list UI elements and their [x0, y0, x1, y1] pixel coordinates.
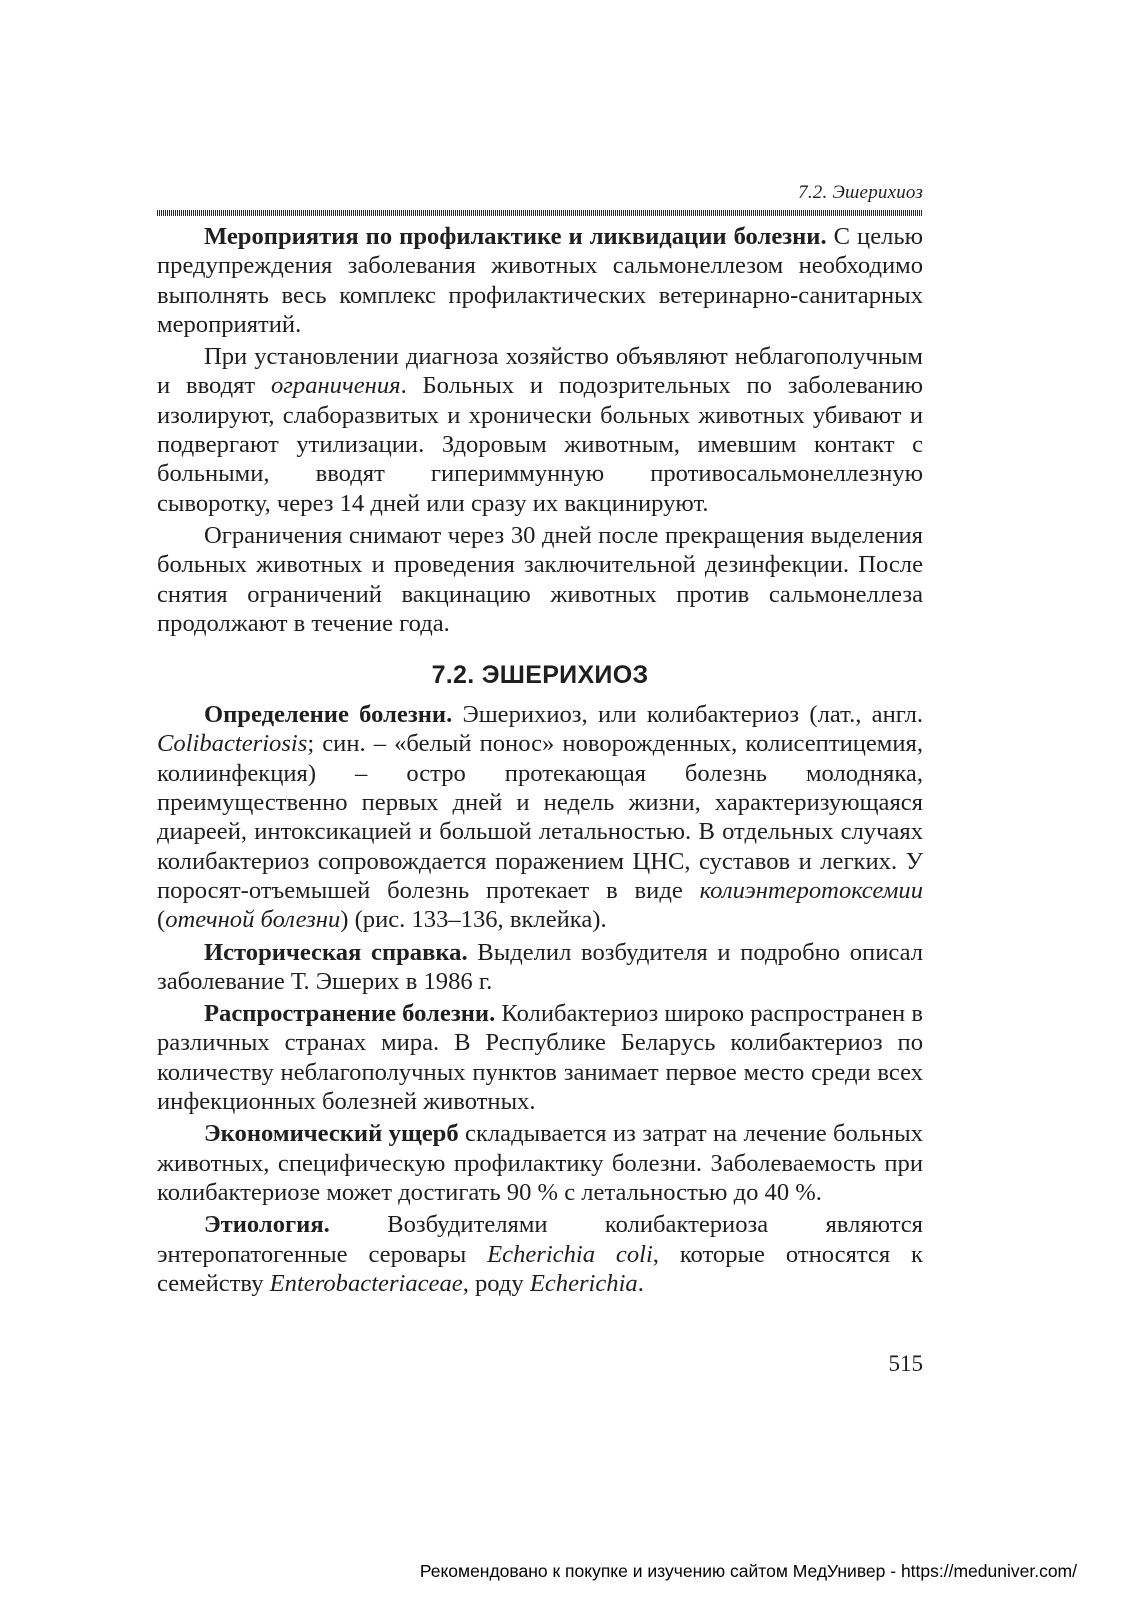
paragraph-text: ) (рис. 133–136, вклейка).: [340, 906, 607, 934]
paragraph-text: , которые относятся к семейству: [157, 1240, 923, 1297]
paragraph-lead: Экономический ущерб: [204, 1120, 459, 1148]
paragraph-italic: колиэнтеротоксемии: [699, 876, 923, 904]
paragraph-etiology: [157, 1210, 923, 1298]
paragraph-text: складывается из затрат на лечение больных животных, специфическую профилактику болезни. Заболеваемость при колибактериозе может достигать 90 % с летальностью до 40 %.: [157, 1120, 923, 1206]
page-number: 515: [888, 1351, 923, 1376]
page-body: [157, 180, 923, 1301]
paragraph-lead: Историческая справка.: [204, 938, 468, 966]
section-title: 7.2. ЭШЕРИХИОЗ: [431, 661, 649, 690]
paragraph-lifting-restrictions: [157, 521, 923, 638]
paragraph-text: ; син. – «белый понос» новорожденных, колисептицемия, колиинфекция) – остро протекающая болезнь молодняка, преимущественно первых дней и недель жизни, характеризующаяся диареей, интоксикацией и большой летальностью. В отдельных случаях колибактериоз сопровождается поражением ЦНС, суставов и легких. У поросят-отъемышей болезнь протекает в виде: [157, 730, 923, 904]
paragraph-text: (: [157, 906, 166, 934]
paragraph-economic-damage: [157, 1119, 923, 1207]
paragraph-lead: Распространение болезни.: [204, 1000, 496, 1028]
paragraph-italic: Enterobacteriaceae: [269, 1269, 463, 1297]
paragraph-italic: Colibacteriosis: [157, 730, 308, 758]
paragraph-text: При установлении диагноза хозяйство объявляют неблагополучным и вводят: [157, 343, 923, 400]
paragraph-history: [157, 938, 923, 997]
paragraph-restrictions: [157, 342, 923, 518]
footer-recommendation: Рекомендовано к покупке и изучению сайтом МедУнивер - https://meduniver.com/: [419, 1561, 1077, 1581]
paragraph-lead: Определение болезни.: [204, 701, 453, 729]
paragraph-text: Колибактериоз широко распространен в различных странах мира. В Республике Беларусь колибактериоз по количеству неблагополучных пунктов занимает первое место среди всех инфекционных болезней животных.: [157, 1000, 923, 1116]
paragraph-text: Выделил возбудителя и подробно описал заболевание Т. Эшерих в 1986 г.: [157, 938, 923, 995]
paragraph-text: С целью предупреждения заболевания животных сальмонеллезом необходимо выполнять весь комплекс профилактических ветеринарно-санитарных мероприятий.: [157, 223, 923, 338]
paragraph-text: Возбудителями колибактериоза являются энтеропатогенные серовары: [157, 1211, 923, 1268]
paragraph-lead: Этиология.: [204, 1211, 330, 1239]
paragraph-definition: [157, 700, 923, 934]
paragraph-spread: [157, 999, 923, 1116]
header-rule: [157, 210, 923, 216]
paragraph-italic: Echerichia coli: [487, 1240, 653, 1268]
paragraph-italic: Echerichia: [529, 1269, 638, 1297]
paragraph-italic: ограничения: [271, 372, 401, 400]
paragraph-italic: отечной болезни: [165, 906, 341, 934]
paragraph-text: Эшерихиоз, или колибактериоз (лат., англ.: [452, 701, 923, 729]
paragraph-prevention: [157, 222, 923, 339]
paragraph-lead: Мероприятия по профилактике и ликвидации болезни.: [204, 223, 827, 250]
paragraph-text: . Больных и подозрительных по заболеванию изолируют, слаборазвитых и хронически больных животных убивают и подвергают утилизации. Здоровым животным, имевшим контакт с больными, вводят гипериммунную противосальмонеллезную сыворотку, через 14 дней или сразу их вакцинируют.: [157, 372, 923, 517]
paragraph-text: , роду: [462, 1269, 530, 1297]
paragraph-text: .: [637, 1269, 644, 1297]
paragraph-text: Ограничения снимают через 30 дней после прекращения выделения больных животных и проведения заключительной дезинфекции. После снятия ограничений вакцинацию животных против сальмонеллеза продолжают в течение года.: [157, 521, 923, 637]
running-head: 7.2. Эшерихиоз: [798, 182, 923, 203]
